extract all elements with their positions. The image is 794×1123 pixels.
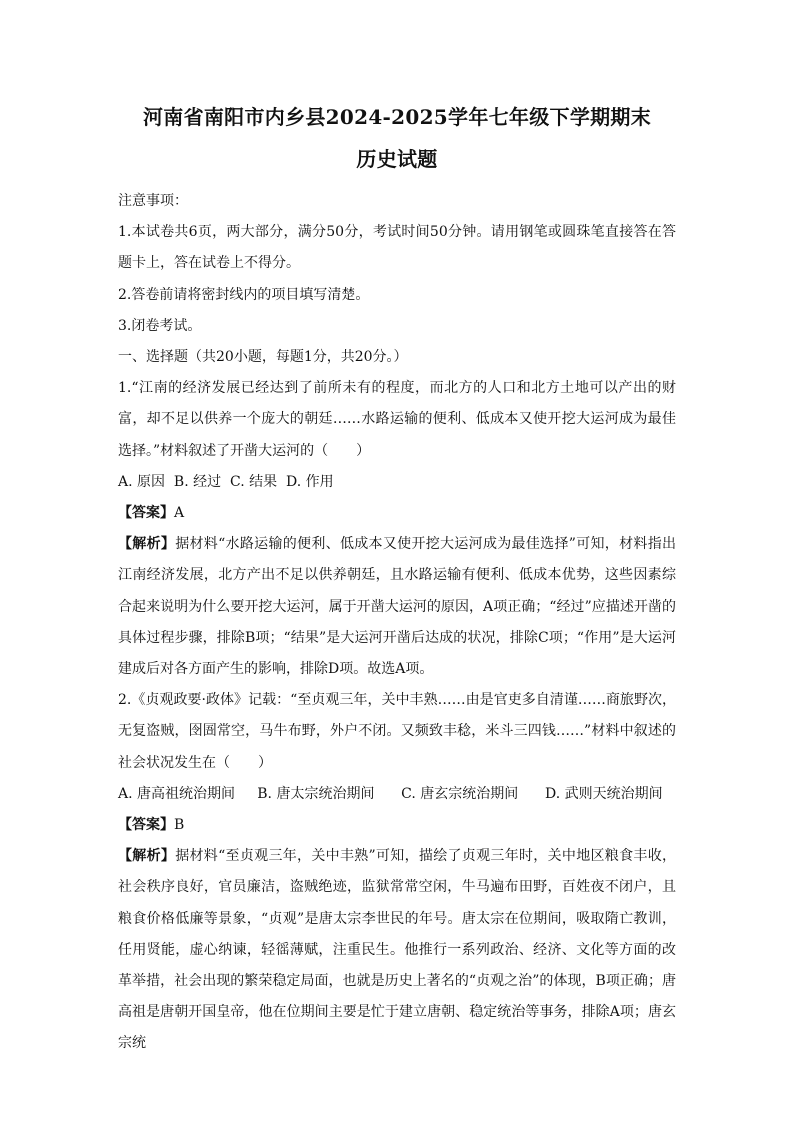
answer-tag: 【答案】	[118, 505, 174, 522]
exam-subject: 历史试题	[356, 147, 438, 171]
answer-tag: 【答案】	[118, 817, 174, 834]
question-2-stem: 2.《贞观政要·政体》记载：“至贞观三年，关中丰熟……由是官吏多自清谨……商旅野次，无复盗贼，囹圄常空，马牛布野，外户不闭。又频致丰稔，米斗三四钱……”材料中叙述的社会状况发生在（ ）	[118, 692, 676, 771]
question-2-analysis	[118, 841, 676, 1059]
exam-title: 河南省南阳市内乡县2024-2025学年七年级下学期期末	[142, 105, 652, 129]
notice-item-1: 1.本试卷共6页，两大部分，满分50分，考试时间50分钟。请用钢笔或圆珠笔直接答在答题卡上，答在试卷上不得分。	[118, 224, 676, 272]
question-1-stem: 1.“江南的经济发展已经达到了前所未有的程度，而北方的人口和北方土地可以产出的财富，却不足以供养一个庞大的朝廷……水路运输的便利、低成本又使开挖大运河成为最佳选择。”材料叙述了开凿大运河的（ ）	[118, 380, 676, 459]
analysis-text: 据材料“水路运输的便利、低成本又使开挖大运河成为最佳选择”可知，材料指出江南经济发展，北方产出不足以供养朝廷，且水路运输有便利、低成本优势，这些因素综合起来说明为什么要开挖大运河，属于开凿大运河的原因，A项正确；“经过”应描述开凿的具体过程步骤，排除B项；“结果”是大运河开凿后达成的状况，排除C项；“作用”是大运河建成后对各方面产生的影响，排除D项。故选A项。	[118, 536, 677, 678]
answer-value: B	[174, 817, 185, 834]
section-heading: 一、选择题（共20小题，每题1分，共20分。）	[118, 349, 408, 366]
notice-heading: 注意事项：	[118, 193, 188, 209]
question-1-answer	[118, 498, 676, 529]
notice-item-3: 3.闭卷考试。	[118, 317, 202, 334]
question-2-options: A. 唐高祖统治期间 B. 唐太宗统治期间 C. 唐玄宗统治期间 D. 武则天统治期间	[118, 785, 663, 802]
analysis-tag: 【解析】	[118, 848, 176, 865]
analysis-tag: 【解析】	[118, 536, 176, 553]
exam-body	[118, 186, 676, 1060]
analysis-text: 据材料“至贞观三年，关中丰熟”可知，描绘了贞观三年时，关中地区粮食丰收，社会秩序良好，官员廉洁，盗贼绝迹，监狱常常空闲，牛马遍布田野，百姓夜不闭户，且粮食价格低廉等景象，“贞观”是唐太宗李世民的年号。唐太宗在位期间，吸取隋亡教训，任用贤能，虚心纳谏，轻徭薄赋，注重民生。他推行一系列政治、经济、文化等方面的改革举措，社会出现的繁荣稳定局面，也就是历史上著名的“贞观之治”的体现，B项正确；唐高祖是唐朝开国皇帝，他在位期间主要是忙于建立唐朝、稳定统治等事务，排除A项；唐玄宗统	[118, 848, 677, 1052]
answer-value: A	[174, 505, 185, 522]
question-1-options: A. 原因 B. 经过 C. 结果 D. 作用	[118, 473, 334, 490]
notice-item-2: 2.答卷前请将密封线内的项目填写清楚。	[118, 286, 370, 303]
question-2-answer	[118, 810, 676, 841]
question-1-analysis	[118, 529, 676, 685]
